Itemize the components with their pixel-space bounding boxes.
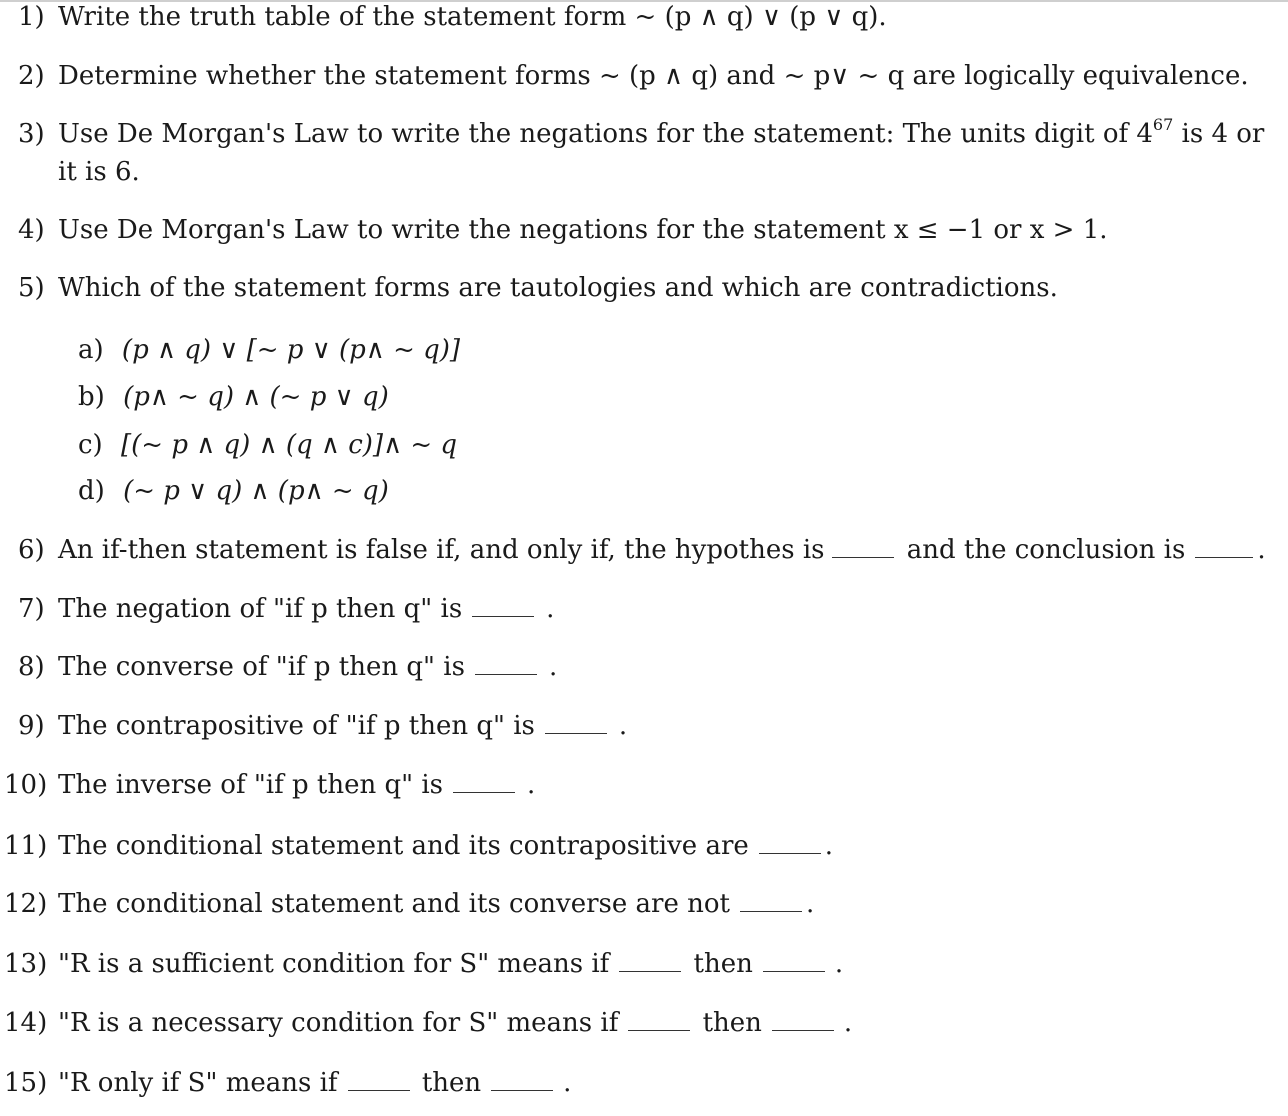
subitem-expression: (p∧ ~ q) ∧ (~ p ∨ q) bbox=[123, 382, 389, 412]
question-text: The conditional statement and its converse are not . bbox=[58, 889, 815, 919]
subitem-expression: (p ∧ q) ∨ [~ p ∨ (p∧ ~ q)] bbox=[121, 335, 461, 365]
question-number: 9) bbox=[18, 711, 45, 741]
question-number: 1) bbox=[18, 2, 45, 32]
answer-blank[interactable] bbox=[545, 711, 607, 734]
question-text: "R is a necessary condition for S" means if then . bbox=[58, 1008, 853, 1038]
question-number: 7) bbox=[18, 594, 45, 624]
answer-blank[interactable] bbox=[740, 889, 802, 912]
exponent: 67 bbox=[1152, 115, 1174, 134]
question-number: 2) bbox=[18, 61, 45, 91]
question-number: 5) bbox=[18, 273, 45, 303]
question-text: Use De Morgan's Law to write the negations for the statement x ≤ −1 or x > 1. bbox=[58, 215, 1108, 245]
answer-blank[interactable] bbox=[475, 652, 537, 675]
subitem-expression: [(~ p ∧ q) ∧ (q ∧ c)]∧ ~ q bbox=[120, 430, 458, 460]
question-text: The contrapositive of "if p then q" is . bbox=[58, 711, 628, 741]
subitem-label: b) bbox=[78, 382, 105, 412]
question-text: The conditional statement and its contrapositive are . bbox=[58, 831, 834, 861]
answer-blank[interactable] bbox=[348, 1068, 410, 1091]
subitem-a bbox=[78, 333, 460, 367]
question-text: The converse of "if p then q" is . bbox=[58, 652, 558, 682]
question-text: "R only if S" means if then . bbox=[58, 1068, 572, 1098]
question-text: An if-then statement is false if, and only if, the hypothes is and the conclusion is . bbox=[58, 535, 1266, 565]
question-text: Which of the statement forms are tautologies and which are contradictions. bbox=[58, 273, 1058, 303]
subitem-label: c) bbox=[78, 430, 103, 460]
question-number: 10) bbox=[4, 770, 48, 800]
subitem-expression: (~ p ∨ q) ∧ (p∧ ~ q) bbox=[123, 476, 389, 506]
subitem-c bbox=[78, 428, 457, 462]
answer-blank[interactable] bbox=[619, 949, 681, 972]
answer-blank[interactable] bbox=[832, 535, 894, 558]
question-number: 12) bbox=[4, 889, 48, 919]
subitem-d bbox=[78, 474, 389, 508]
subitem-label: d) bbox=[78, 476, 105, 506]
answer-blank[interactable] bbox=[763, 949, 825, 972]
question-number: 4) bbox=[18, 215, 45, 245]
question-text: The inverse of "if p then q" is . bbox=[58, 770, 536, 800]
question-number: 15) bbox=[4, 1068, 48, 1098]
subitem-b bbox=[78, 380, 389, 414]
subitem-label: a) bbox=[78, 335, 104, 365]
answer-blank[interactable] bbox=[759, 831, 821, 854]
question-text: Determine whether the statement forms ~ (p ∧ q) and ~ p∨ ~ q are logically equivalence. bbox=[58, 61, 1249, 91]
answer-blank[interactable] bbox=[772, 1008, 834, 1031]
question-number: 13) bbox=[4, 949, 48, 979]
answer-blank[interactable] bbox=[453, 770, 515, 793]
question-text: The negation of "if p then q" is . bbox=[58, 594, 555, 624]
question-text: Write the truth table of the statement form ~ (p ∧ q) ∨ (p ∨ q). bbox=[58, 2, 887, 32]
question-text: Use De Morgan's Law to write the negations for the statement: The units digit of $4^{67}$ is 4 or bbox=[58, 115, 1265, 149]
question-text-line2: it is 6. bbox=[58, 157, 140, 187]
question-number: 8) bbox=[18, 652, 45, 682]
answer-blank[interactable] bbox=[1195, 535, 1253, 558]
question-text: "R is a sufficient condition for S" means if then . bbox=[58, 949, 844, 979]
question-number: 11) bbox=[4, 831, 48, 861]
question-number: 3) bbox=[18, 119, 45, 149]
answer-blank[interactable] bbox=[628, 1008, 690, 1031]
question-number: 14) bbox=[4, 1008, 48, 1038]
question-number: 6) bbox=[18, 535, 45, 565]
answer-blank[interactable] bbox=[472, 594, 534, 617]
answer-blank[interactable] bbox=[491, 1068, 553, 1091]
